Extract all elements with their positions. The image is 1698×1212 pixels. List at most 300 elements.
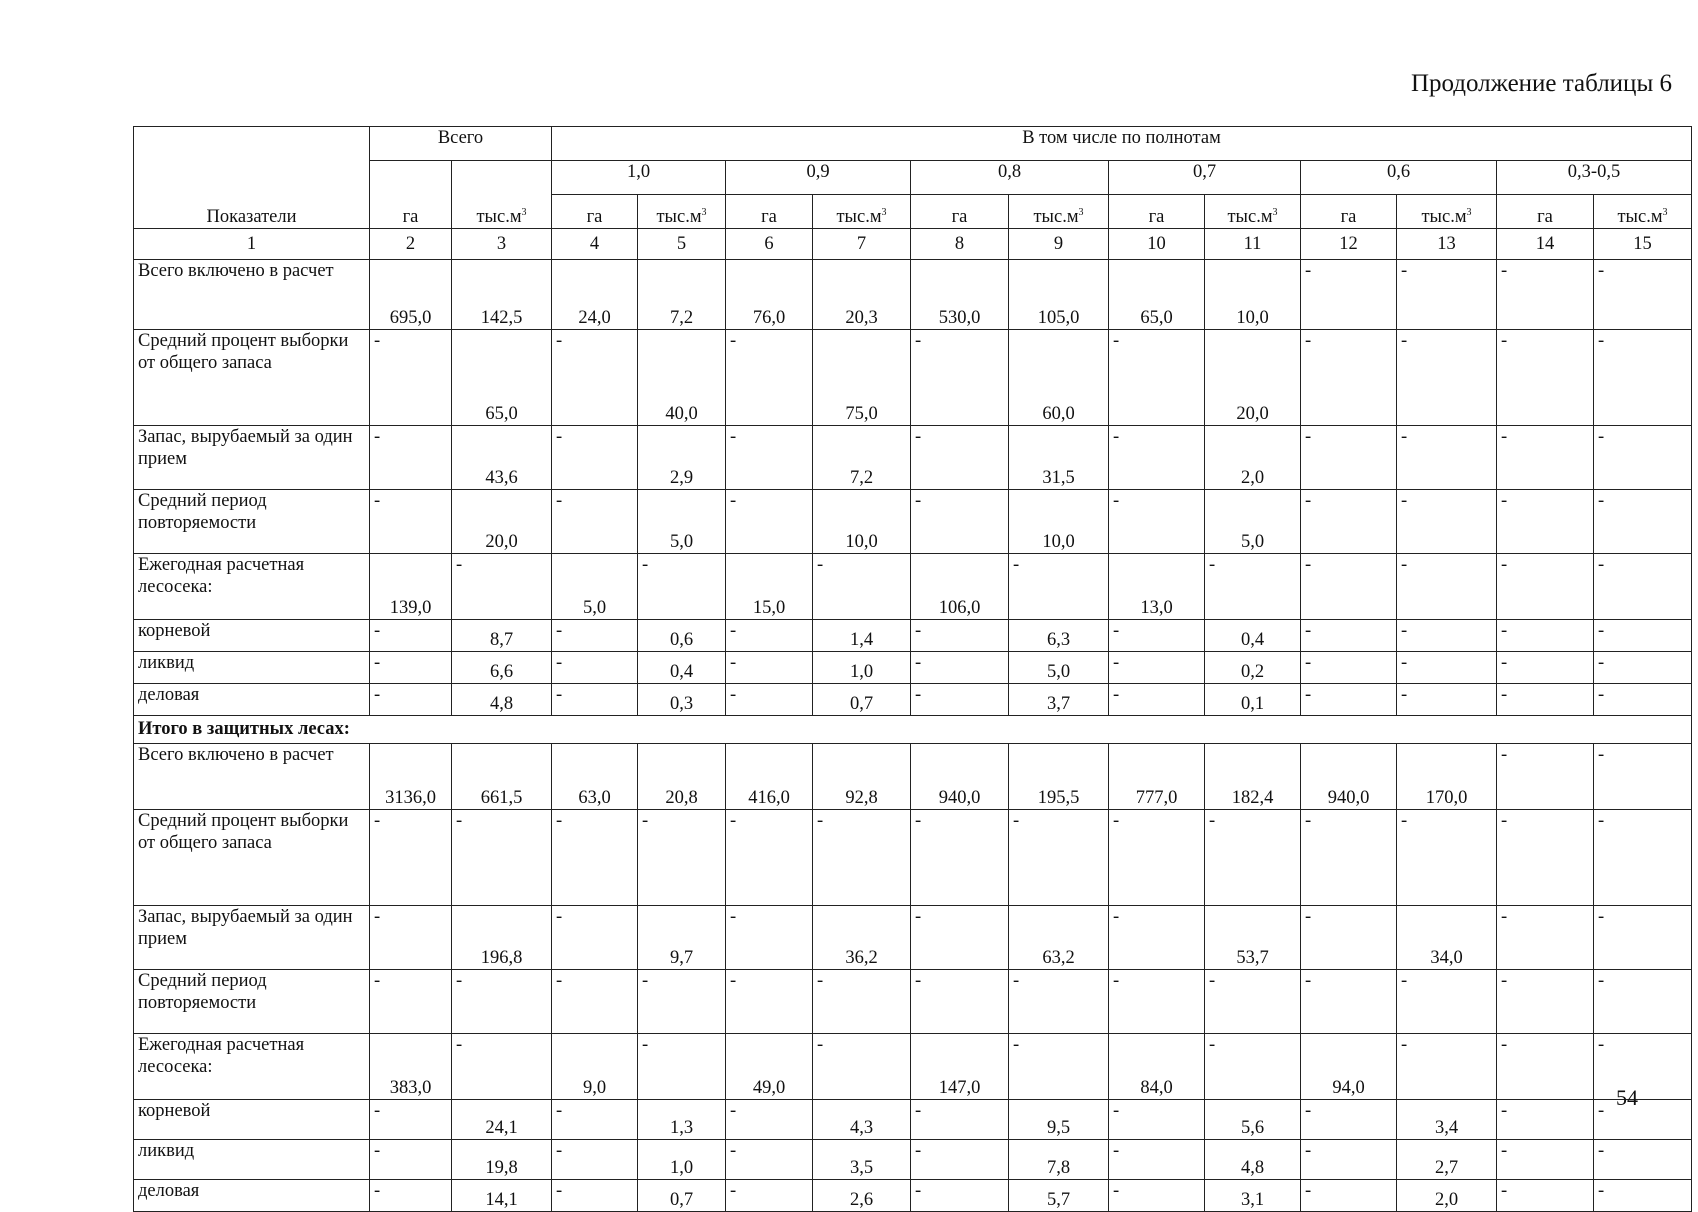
table-cell: - — [911, 426, 1009, 490]
table-cell: 147,0 — [911, 1034, 1009, 1100]
table-cell: 5,0 — [1009, 652, 1109, 684]
table-cell: - — [638, 1034, 726, 1100]
header-unit-vol: $тыс.м^3$ — [1009, 195, 1109, 229]
table-cell: - — [552, 810, 638, 906]
table-cell: 14,1 — [452, 1180, 552, 1212]
table-cell: - — [1594, 810, 1692, 906]
table-cell: - — [1594, 426, 1692, 490]
table-cell: - — [1594, 620, 1692, 652]
row-label: корневой — [134, 1100, 370, 1140]
table-cell: - — [813, 1034, 911, 1100]
table-row — [134, 1034, 1692, 1100]
table-cell: - — [1109, 1140, 1205, 1180]
table-cell: - — [370, 906, 452, 970]
table-cell: - — [1205, 554, 1301, 620]
table-cell: - — [370, 1140, 452, 1180]
table-cell: - — [1497, 1140, 1594, 1180]
table-cell: - — [726, 1180, 813, 1212]
column-number: 13 — [1397, 229, 1497, 260]
table-cell: 6,6 — [452, 652, 552, 684]
table-cell: 20,0 — [452, 490, 552, 554]
table-cell: 940,0 — [1301, 744, 1397, 810]
table-cell: - — [726, 906, 813, 970]
table-row — [134, 906, 1692, 970]
table-cell: - — [726, 810, 813, 906]
table-cell: 196,8 — [452, 906, 552, 970]
table-cell: - — [813, 554, 911, 620]
table-cell: 940,0 — [911, 744, 1009, 810]
table-cell: - — [726, 620, 813, 652]
column-number: 3 — [452, 229, 552, 260]
table-row — [134, 330, 1692, 426]
table-cell: - — [1497, 620, 1594, 652]
table-cell: - — [1009, 810, 1109, 906]
table-row — [134, 620, 1692, 652]
header-unit-vol: $тыс.м^3$ — [638, 195, 726, 229]
table-cell: - — [1397, 260, 1497, 330]
table-cell: - — [1205, 810, 1301, 906]
table-row — [134, 1180, 1692, 1212]
table-cell: 53,7 — [1205, 906, 1301, 970]
table-cell: 84,0 — [1109, 1034, 1205, 1100]
data-table — [133, 126, 1692, 1212]
table-cell: - — [726, 1100, 813, 1140]
table-cell: - — [1397, 1034, 1497, 1100]
table-cell: - — [1497, 970, 1594, 1034]
page-number: 54 — [1616, 1085, 1638, 1110]
table-cell: - — [726, 652, 813, 684]
table-cell: 142,5 — [452, 260, 552, 330]
row-label: Всего включено в расчет — [134, 260, 370, 330]
table-cell: 24,1 — [452, 1100, 552, 1140]
table-cell: - — [1301, 652, 1397, 684]
table-row — [134, 1140, 1692, 1180]
table-cell: 94,0 — [1301, 1034, 1397, 1100]
table-cell: - — [1109, 906, 1205, 970]
header-unit-ha: га — [1497, 195, 1594, 229]
table-cell: 3136,0 — [370, 744, 452, 810]
table-cell: - — [552, 970, 638, 1034]
row-label: Запас, вырубаемый за один прием — [134, 426, 370, 490]
table-cell: - — [370, 330, 452, 426]
table-cell: - — [1301, 330, 1397, 426]
table-cell: - — [1397, 490, 1497, 554]
table-cell: - — [1594, 260, 1692, 330]
row-label: Всего включено в расчет — [134, 744, 370, 810]
table-cell: 777,0 — [1109, 744, 1205, 810]
table-cell: - — [726, 970, 813, 1034]
row-label: ликвид — [134, 652, 370, 684]
table-row — [134, 1100, 1692, 1140]
table-cell: 2,0 — [1205, 426, 1301, 490]
table-cell: 31,5 — [1009, 426, 1109, 490]
table-cell: 4,3 — [813, 1100, 911, 1140]
table-cell: 530,0 — [911, 260, 1009, 330]
column-number: 15 — [1594, 229, 1692, 260]
table-cell: - — [1497, 426, 1594, 490]
table-cell: - — [552, 684, 638, 716]
table-cell: - — [813, 810, 911, 906]
header-density: 0,3-0,5 — [1497, 161, 1692, 195]
table-cell: 7,2 — [638, 260, 726, 330]
table-cell: 170,0 — [1397, 744, 1497, 810]
table-cell: - — [1301, 620, 1397, 652]
table-cell: 5,0 — [638, 490, 726, 554]
table-row — [134, 684, 1692, 716]
table-cell: 661,5 — [452, 744, 552, 810]
table-cell: 36,2 — [813, 906, 911, 970]
table-cell: 383,0 — [370, 1034, 452, 1100]
table-cell: - — [552, 906, 638, 970]
table-cell: - — [1594, 490, 1692, 554]
table-cell: 0,4 — [1205, 620, 1301, 652]
table-cell: - — [911, 810, 1009, 906]
header-unit-vol: $тыс.м^3$ — [1594, 195, 1692, 229]
table-cell: 49,0 — [726, 1034, 813, 1100]
table-cell: 10,0 — [1205, 260, 1301, 330]
table-cell: 75,0 — [813, 330, 911, 426]
table-cell: - — [1397, 330, 1497, 426]
row-label: Средний период повторяемости — [134, 490, 370, 554]
table-cell: 0,7 — [638, 1180, 726, 1212]
column-number: 4 — [552, 229, 638, 260]
column-number: 6 — [726, 229, 813, 260]
table-cell: 182,4 — [1205, 744, 1301, 810]
table-cell: - — [552, 1140, 638, 1180]
table-cell: 7,2 — [813, 426, 911, 490]
table-cell: 0,3 — [638, 684, 726, 716]
column-number: 1 — [134, 229, 370, 260]
table-cell: 20,8 — [638, 744, 726, 810]
table-cell: - — [1594, 1140, 1692, 1180]
table-cell: 9,7 — [638, 906, 726, 970]
header-unit-ha: га — [1301, 195, 1397, 229]
table-cell: - — [911, 620, 1009, 652]
column-number: 2 — [370, 229, 452, 260]
table-cell: 0,6 — [638, 620, 726, 652]
table-cell: - — [552, 490, 638, 554]
header-density: 0,8 — [911, 161, 1109, 195]
table-cell: 4,8 — [452, 684, 552, 716]
table-cell: - — [726, 1140, 813, 1180]
table-cell: - — [911, 970, 1009, 1034]
column-number: 14 — [1497, 229, 1594, 260]
table-cell: 4,8 — [1205, 1140, 1301, 1180]
table-cell: - — [370, 1180, 452, 1212]
row-label: Средний процент выборки от общего запаса — [134, 330, 370, 426]
table-cell: - — [813, 970, 911, 1034]
table-cell: - — [1109, 620, 1205, 652]
table-cell: - — [911, 1100, 1009, 1140]
row-label: деловая — [134, 1180, 370, 1212]
table-cell: - — [1497, 330, 1594, 426]
table-row — [134, 490, 1692, 554]
table-cell: 10,0 — [813, 490, 911, 554]
row-label: Ежегодная расчетная лесосека: — [134, 554, 370, 620]
table-cell: - — [911, 1180, 1009, 1212]
table-cell: 0,2 — [1205, 652, 1301, 684]
table-cell: - — [1594, 1100, 1692, 1140]
section-title: Итого в защитных лесах: — [134, 716, 1692, 744]
table-cell: - — [1009, 970, 1109, 1034]
table-row — [134, 810, 1692, 906]
table-cell: - — [1301, 426, 1397, 490]
column-number: 11 — [1205, 229, 1301, 260]
table-cell: 60,0 — [1009, 330, 1109, 426]
table-cell: 6,3 — [1009, 620, 1109, 652]
row-label: деловая — [134, 684, 370, 716]
table-cell: - — [911, 684, 1009, 716]
table-cell: - — [1397, 554, 1497, 620]
table-cell: - — [1397, 810, 1497, 906]
column-number: 8 — [911, 229, 1009, 260]
table-cell: 40,0 — [638, 330, 726, 426]
table-cell: 13,0 — [1109, 554, 1205, 620]
table-cell: - — [1109, 652, 1205, 684]
table-cell: - — [1594, 1034, 1692, 1100]
table-cell: - — [552, 1100, 638, 1140]
table-row — [134, 426, 1692, 490]
column-number: 9 — [1009, 229, 1109, 260]
table-cell: - — [552, 652, 638, 684]
table-row — [134, 744, 1692, 810]
table-cell: 0,4 — [638, 652, 726, 684]
table-cell: - — [1397, 426, 1497, 490]
table-cell: - — [1109, 330, 1205, 426]
table-cell: 10,0 — [1009, 490, 1109, 554]
table-cell: 2,7 — [1397, 1140, 1497, 1180]
table-cell: 63,0 — [552, 744, 638, 810]
table-cell: - — [1594, 554, 1692, 620]
table-cell: 3,1 — [1205, 1180, 1301, 1212]
table-cell: 92,8 — [813, 744, 911, 810]
header-density: 1,0 — [552, 161, 726, 195]
table-cell: - — [1497, 554, 1594, 620]
table-cell: - — [638, 810, 726, 906]
table-cell: 106,0 — [911, 554, 1009, 620]
header-unit-vol: $тыс.м^3$ — [1397, 195, 1497, 229]
table-cell: - — [1497, 684, 1594, 716]
table-cell: - — [552, 426, 638, 490]
table-cell: 2,0 — [1397, 1180, 1497, 1212]
table-cell: - — [1497, 1100, 1594, 1140]
table-cell: - — [1594, 330, 1692, 426]
table-cell: - — [1301, 810, 1397, 906]
header-total-ha: га — [370, 161, 452, 229]
table-cell: - — [370, 620, 452, 652]
table-cell: - — [1594, 1180, 1692, 1212]
header-unit-vol: $тыс.м^3$ — [813, 195, 911, 229]
table-cell: - — [370, 652, 452, 684]
table-cell: 5,7 — [1009, 1180, 1109, 1212]
table-cell: - — [1497, 810, 1594, 906]
table-cell: - — [552, 330, 638, 426]
table-cell: - — [1301, 1180, 1397, 1212]
table-cell: 1,3 — [638, 1100, 726, 1140]
table-cell: - — [911, 652, 1009, 684]
table-cell: - — [1301, 1140, 1397, 1180]
table-cell: 34,0 — [1397, 906, 1497, 970]
table-caption: Продолжение таблицы 6 — [1410, 70, 1672, 97]
table-cell: 9,5 — [1009, 1100, 1109, 1140]
table-cell: 20,0 — [1205, 330, 1301, 426]
column-number: 5 — [638, 229, 726, 260]
header-total: Всего — [370, 127, 552, 161]
table-cell: - — [1594, 744, 1692, 810]
table-cell: - — [370, 1100, 452, 1140]
table-cell: - — [1301, 554, 1397, 620]
header-density: 0,7 — [1109, 161, 1301, 195]
table-cell: - — [1301, 684, 1397, 716]
table-cell: - — [1301, 970, 1397, 1034]
header-indicators: Показатели — [134, 127, 370, 229]
header-unit-ha: га — [726, 195, 813, 229]
table-cell: - — [1594, 684, 1692, 716]
table-cell: - — [726, 330, 813, 426]
table-cell: 65,0 — [1109, 260, 1205, 330]
column-number: 7 — [813, 229, 911, 260]
table-cell: 63,2 — [1009, 906, 1109, 970]
row-label: Средний период повторяемости — [134, 970, 370, 1034]
table-cell: 695,0 — [370, 260, 452, 330]
table-cell: - — [1109, 1180, 1205, 1212]
table-cell: - — [1397, 620, 1497, 652]
table-cell: - — [370, 684, 452, 716]
table-cell: - — [1594, 970, 1692, 1034]
header-by-density: В том числе по полнотам — [552, 127, 1692, 161]
table-cell: 76,0 — [726, 260, 813, 330]
table-cell: - — [1497, 744, 1594, 810]
table-cell: 3,7 — [1009, 684, 1109, 716]
table-cell: - — [452, 554, 552, 620]
table-cell: 2,9 — [638, 426, 726, 490]
section-row — [134, 716, 1692, 744]
table-cell: - — [1497, 906, 1594, 970]
row-label: корневой — [134, 620, 370, 652]
table-cell: - — [1109, 490, 1205, 554]
header-unit-vol: $тыс.м^3$ — [1205, 195, 1301, 229]
table-cell: - — [638, 970, 726, 1034]
column-number: 10 — [1109, 229, 1205, 260]
table-cell: - — [1594, 906, 1692, 970]
table-cell: - — [1497, 1180, 1594, 1212]
header-density: 0,6 — [1301, 161, 1497, 195]
table-cell: 2,6 — [813, 1180, 911, 1212]
table-cell: 0,1 — [1205, 684, 1301, 716]
table-cell: - — [1301, 906, 1397, 970]
table-cell: - — [1497, 260, 1594, 330]
table-cell: - — [1397, 970, 1497, 1034]
row-label: Ежегодная расчетная лесосека: — [134, 1034, 370, 1100]
table-cell: 19,8 — [452, 1140, 552, 1180]
table-cell: - — [1009, 1034, 1109, 1100]
table-cell: - — [726, 490, 813, 554]
table-cell: - — [1109, 970, 1205, 1034]
table-cell: - — [1301, 1100, 1397, 1140]
table-cell: 139,0 — [370, 554, 452, 620]
row-label: Средний процент выборки от общего запаса — [134, 810, 370, 906]
table-row — [134, 554, 1692, 620]
table-cell: 195,5 — [1009, 744, 1109, 810]
table-cell: - — [911, 906, 1009, 970]
table-cell: - — [370, 970, 452, 1034]
table-cell: - — [552, 1180, 638, 1212]
table-cell: - — [370, 426, 452, 490]
table-cell: 1,0 — [638, 1140, 726, 1180]
table-row — [134, 260, 1692, 330]
table-cell: 24,0 — [552, 260, 638, 330]
header-unit-ha: га — [552, 195, 638, 229]
table-cell: - — [1109, 1100, 1205, 1140]
table-cell: 15,0 — [726, 554, 813, 620]
table-cell: 65,0 — [452, 330, 552, 426]
table-row — [134, 652, 1692, 684]
table-cell: 7,8 — [1009, 1140, 1109, 1180]
table-cell: 0,7 — [813, 684, 911, 716]
table-cell: 5,6 — [1205, 1100, 1301, 1140]
header-density: 0,9 — [726, 161, 911, 195]
table-cell: - — [370, 810, 452, 906]
table-cell: 5,0 — [552, 554, 638, 620]
column-number: 12 — [1301, 229, 1397, 260]
table-cell: - — [452, 810, 552, 906]
table-cell: - — [638, 554, 726, 620]
table-cell: - — [1301, 490, 1397, 554]
table-cell: 20,3 — [813, 260, 911, 330]
table-cell: 1,4 — [813, 620, 911, 652]
table-cell: 43,6 — [452, 426, 552, 490]
table-cell: 1,0 — [813, 652, 911, 684]
table-cell: - — [1594, 652, 1692, 684]
table-cell: 8,7 — [452, 620, 552, 652]
table-cell: 5,0 — [1205, 490, 1301, 554]
column-number-row — [134, 229, 1692, 260]
table-cell: - — [1397, 684, 1497, 716]
table-cell: 3,4 — [1397, 1100, 1497, 1140]
table-cell: - — [1301, 260, 1397, 330]
table-cell: 105,0 — [1009, 260, 1109, 330]
table-cell: - — [726, 684, 813, 716]
row-label: ликвид — [134, 1140, 370, 1180]
table-cell: - — [452, 1034, 552, 1100]
table-cell: 9,0 — [552, 1034, 638, 1100]
header-unit-ha: га — [911, 195, 1009, 229]
table-cell: - — [1497, 490, 1594, 554]
header-total-vol: $тыс.м^3$ — [452, 161, 552, 229]
table-cell: 416,0 — [726, 744, 813, 810]
table-cell: - — [911, 1140, 1009, 1180]
header-unit-ha: га — [1109, 195, 1205, 229]
table-cell: - — [1205, 1034, 1301, 1100]
table-cell: - — [1497, 1034, 1594, 1100]
table-cell: - — [452, 970, 552, 1034]
table-cell: - — [1397, 652, 1497, 684]
table-cell: - — [1109, 810, 1205, 906]
table-cell: - — [370, 490, 452, 554]
table-cell: - — [552, 620, 638, 652]
table-cell: - — [1205, 970, 1301, 1034]
table-cell: - — [1497, 652, 1594, 684]
table-cell: - — [911, 490, 1009, 554]
table-row — [134, 970, 1692, 1034]
table-cell: - — [726, 426, 813, 490]
table-cell: - — [1009, 554, 1109, 620]
table-cell: - — [1109, 426, 1205, 490]
table-cell: 3,5 — [813, 1140, 911, 1180]
row-label: Запас, вырубаемый за один прием — [134, 906, 370, 970]
table-cell: - — [911, 330, 1009, 426]
table-cell: - — [1109, 684, 1205, 716]
